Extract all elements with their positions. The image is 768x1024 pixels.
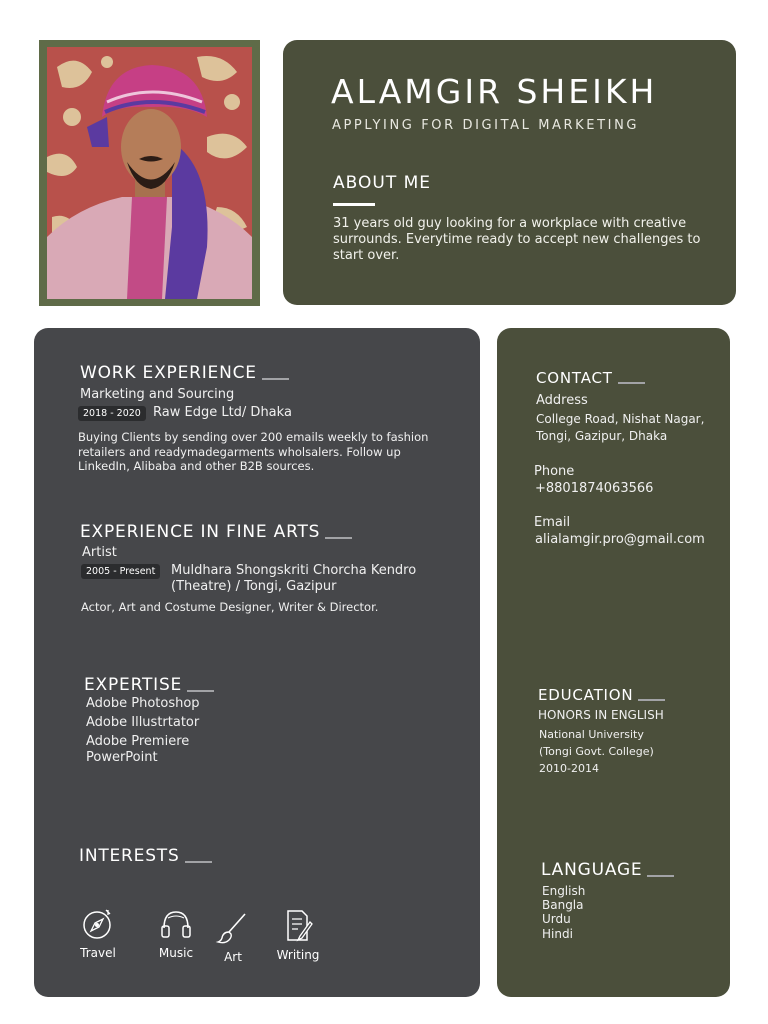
work-period-badge: 2018 - 2020 [78,406,146,421]
language-item: Urdu [542,912,571,926]
education-title: EDUCATION [538,686,634,704]
heading-divider [638,699,665,701]
contact-heading [536,369,645,387]
address-line2: Tongi, Gazipur, Dhaka [536,429,668,443]
arts-role: Artist [82,545,117,560]
heading-divider [187,690,214,692]
headphones-icon [158,906,194,942]
fine-arts-title: EXPERIENCE IN FINE ARTS [80,522,321,542]
expertise-item: Adobe Illustrtator [86,715,200,730]
candidate-name: ALAMGIR SHEIKH [331,72,658,111]
expertise-heading [84,675,214,695]
address-label: Address [536,393,588,408]
language-heading [541,860,674,880]
arts-period-badge: 2005 - Present [81,564,160,579]
about-underline [333,203,375,206]
heading-divider [185,861,212,863]
work-experience-title: WORK EXPERIENCE [80,363,257,383]
work-experience-heading [80,363,289,383]
interest-label: Writing [276,948,320,962]
interests-heading [79,846,212,866]
left-panel [34,328,480,997]
expertise-item: Adobe Photoshop [86,696,200,711]
work-role: Marketing and Sourcing [80,387,235,402]
about-text: 31 years old guy looking for a workplace with creative surrounds. Everytime ready to accept new challenges to start over. [333,216,701,263]
expertise-title: EXPERTISE [84,675,183,695]
education-college: (Tongi Govt. College) [539,745,654,758]
interest-art [203,910,263,964]
profile-photo-illustration [47,47,252,299]
education-heading [538,686,665,704]
document-pen-icon [280,908,316,944]
heading-divider [325,537,352,539]
phone-label: Phone [534,464,575,479]
interest-label: Art [224,950,242,964]
interest-writing [268,908,328,962]
heading-divider [262,378,289,380]
language-item: Hindi [542,927,573,941]
interest-label: Music [158,946,194,960]
work-company: Raw Edge Ltd/ Dhaka [153,405,292,420]
address-line1: College Road, Nishat Nagar, [536,412,705,426]
email-label: Email [534,515,571,530]
paintbrush-icon [215,910,251,946]
language-item: English [542,884,586,898]
heading-divider [647,875,674,877]
arts-description: Actor, Art and Costume Designer, Writer & Director. [81,600,379,614]
interest-music [146,906,206,960]
contact-title: CONTACT [536,369,613,387]
fine-arts-heading [80,522,352,542]
arts-org-line1: Muldhara Shongskriti Chorcha Kendro [171,563,417,578]
expertise-item: Adobe Premiere [86,734,190,749]
job-target: APPLYING FOR DIGITAL MARKETING [332,118,640,133]
heading-divider [618,382,645,384]
arts-org-line2: (Theatre) / Tongi, Gazipur [171,579,337,594]
education-years: 2010-2014 [539,762,599,775]
interest-label: Travel [80,946,116,960]
language-title: LANGUAGE [541,860,643,880]
email-address[interactable]: alialamgir.pro@gmail.com [535,532,705,547]
profile-photo [47,47,252,299]
expertise-item: PowerPoint [86,750,158,765]
interests-title: INTERESTS [79,846,180,866]
interest-travel [68,906,128,960]
language-item: Bangla [542,898,584,912]
education-institution: National University [539,728,644,741]
work-description: Buying Clients by sending over 200 emails weekly to fashion retailers and readymadegarments wholsalers. Follow up LinkedIn, Alibaba and other B2B sources. [78,430,429,473]
about-heading: ABOUT ME [333,173,432,193]
compass-icon [80,906,116,942]
education-degree: HONORS IN ENGLISH [538,708,664,722]
phone-number[interactable]: +8801874063566 [535,481,654,496]
